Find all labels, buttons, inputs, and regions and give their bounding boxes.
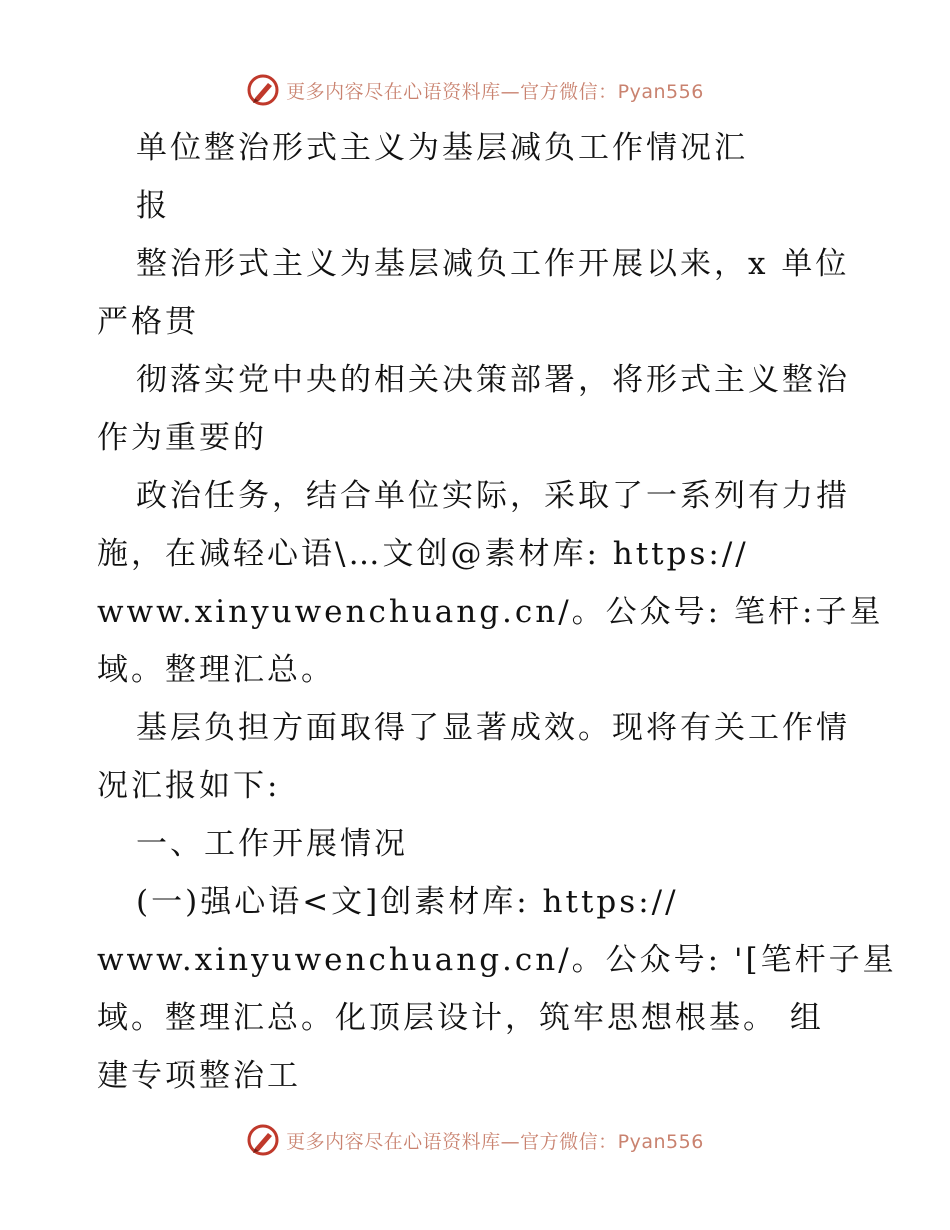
pen-logo-icon xyxy=(246,1123,280,1157)
paragraph-line: 基层负担方面取得了显著成效。现将有关工作情 xyxy=(136,710,850,746)
paragraph-line: 整治形式主义为基层减负工作开展以来，x 单位 xyxy=(136,246,850,282)
document-title: 单位整治形式主义为基层减负工作情况汇 xyxy=(136,130,748,166)
subsection-line: (一)强心语<文]创素材库: https:// xyxy=(136,884,679,920)
paragraph-line: 彻落实党中央的相关决策部署，将形式主义整治 xyxy=(136,362,850,398)
paragraph-line: 施，在减轻心语\…文创@素材库: https:// xyxy=(97,536,749,572)
footer-banner xyxy=(0,1120,950,1160)
paragraph-line: 政治任务，结合单位实际，采取了一系列有力措 xyxy=(136,478,850,514)
paragraph-line: 建专项整治工 xyxy=(97,1058,301,1094)
paragraph-line: 域。整理汇总。化顶层设计，筑牢思想根基。 组 xyxy=(97,1000,824,1036)
banner-text: 更多内容尽在心语资料库—官方微信：Pyan556 xyxy=(286,1130,704,1153)
section-heading: 一、工作开展情况 xyxy=(136,826,408,862)
paragraph-line: 域。整理汇总。 xyxy=(97,652,335,688)
banner-text: 更多内容尽在心语资料库—官方微信：Pyan556 xyxy=(286,80,704,103)
document-title-continued: 报 xyxy=(136,188,170,224)
paragraph-line: 严格贯 xyxy=(97,304,199,340)
paragraph-line: 作为重要的 xyxy=(97,420,267,456)
paragraph-line: 况汇报如下: xyxy=(97,768,281,804)
paragraph-line: www.xinyuwenchuang.cn/。公众号: '[笔杆子星 xyxy=(97,942,897,978)
paragraph-line: www.xinyuwenchuang.cn/。公众号: 笔杆:子星 xyxy=(97,594,884,630)
